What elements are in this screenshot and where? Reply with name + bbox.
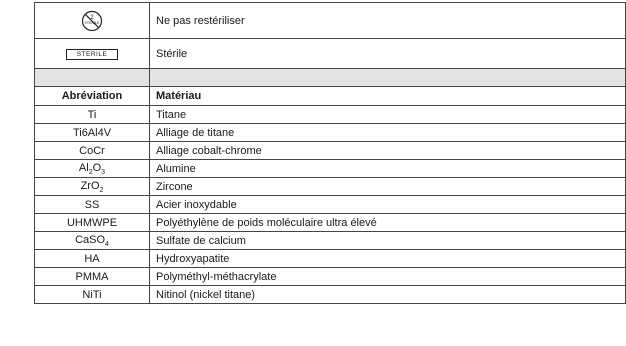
abbr-cell: UHMWPE: [35, 214, 150, 232]
symbol-cell: [35, 39, 150, 69]
symbol-row-sterile: [35, 39, 626, 69]
abbr-cell: SS: [35, 196, 150, 214]
symbol-row-do-not-resterilize: [35, 3, 626, 39]
abbr-cell: HA: [35, 250, 150, 268]
table-row: [35, 160, 626, 178]
abbr-cell: Ti: [35, 106, 150, 124]
materials-table: [34, 2, 626, 304]
abbr-cell: NiTi: [35, 286, 150, 304]
separator-row: [35, 69, 626, 87]
material-cell: Sulfate de calcium: [150, 232, 626, 250]
table-row: [35, 214, 626, 232]
material-cell: Hydroxyapatite: [150, 250, 626, 268]
abbr-cell: CoCr: [35, 142, 150, 160]
material-cell: Acier inoxydable: [150, 196, 626, 214]
material-cell: Alliage cobalt-chrome: [150, 142, 626, 160]
table-row: [35, 250, 626, 268]
table-row: [35, 178, 626, 196]
table-row: [35, 196, 626, 214]
table-row: [35, 286, 626, 304]
material-cell: Nitinol (nickel titane): [150, 286, 626, 304]
abbr-cell: ZrO$_2$: [35, 178, 150, 196]
material-cell: Polyéthylène de poids moléculaire ultra élevé: [150, 214, 626, 232]
table-row: [35, 232, 626, 250]
material-cell: Zircone: [150, 178, 626, 196]
sterile-icon: STERILE: [66, 49, 119, 60]
material-cell: Titane: [150, 106, 626, 124]
abbr-cell: $Al_2O_3$: [35, 160, 150, 178]
table-row: [35, 142, 626, 160]
table-row: [35, 106, 626, 124]
symbol-cell: [35, 3, 150, 39]
table-header: [35, 87, 626, 106]
svg-text:2: 2: [90, 14, 94, 21]
material-cell: Polyméthyl-méthacrylate: [150, 268, 626, 286]
abbr-cell: PMMA: [35, 268, 150, 286]
abbr-cell: CaSO$_4$: [35, 232, 150, 250]
do-not-resterilize-icon: [81, 10, 103, 32]
symbol-label: Ne pas restériliser: [150, 3, 626, 39]
abbr-cell: Ti6Al4V: [35, 124, 150, 142]
header-abbr: Abréviation: [35, 87, 150, 106]
header-material: Matériau: [150, 87, 626, 106]
material-cell: Alumine: [150, 160, 626, 178]
svg-text:STERILE: STERILE: [84, 20, 100, 25]
table-row: [35, 268, 626, 286]
symbol-label: Stérile: [150, 39, 626, 69]
table-row: [35, 124, 626, 142]
material-cell: Alliage de titane: [150, 124, 626, 142]
